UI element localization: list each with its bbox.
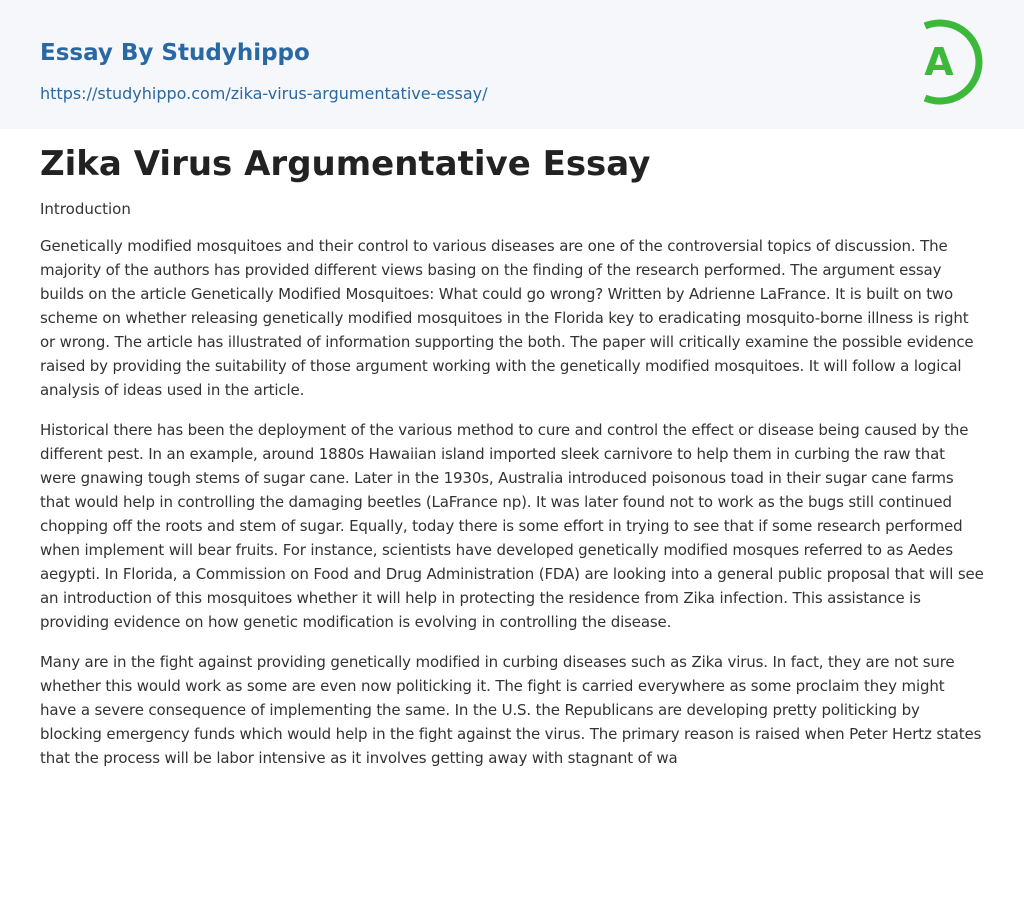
essay-url-link[interactable]: https://studyhippo.com/zika-virus-argumentative-essay/ (40, 84, 488, 103)
logo-letter: A (924, 40, 954, 84)
site-header (0, 0, 1024, 129)
essay-body (40, 234, 984, 874)
essay-paragraph: Genetically modified mosquitoes and their control to various diseases are one of the controversial topics of discussion. The majority of the authors has provided different views basing on the finding of the research performed. The argument essay builds on the article Genetically Modified Mosquitoes: What could go wrong? Written by Adrienne LaFrance. It is built on two scheme on whether releasing genetically modified mosquitoes in the Florida key to eradicating mosquito-borne illness is right or wrong. The article has illustrated of information supporting the both. The paper will critically examine the possible evidence raised by providing the suitability of those argument working with the genetically modified mosquitoes. It will follow a logical analysis of ideas used in the article. (40, 237, 974, 399)
page-title: Zika Virus Argumentative Essay (40, 144, 651, 184)
essay-paragraph: Many are in the fight against providing genetically modified in curbing diseases such as Zika virus. In fact, they are not sure whether this would work as some are even now politicking it. The fight is carried everywhere as some proclaim they might have a severe consequence of implementing the same. In the U.S. the Republicans are developing pretty politicking by blocking emergency funds which would help in the fight against the virus. The primary reason is raised when Peter Hertz states that the process will be labor intensive as it involves getting away with stagnant of wa (40, 653, 982, 767)
section-label: Introduction (40, 200, 131, 218)
studyhippo-logo-icon[interactable] (905, 16, 993, 108)
brand-title[interactable]: Essay By Studyhippo (40, 40, 310, 66)
essay-paragraph: Historical there has been the deployment of the various method to cure and control the effect or disease being caused by the different pest. In an example, around 1880s Hawaiian island imported sleek carnivore to help them in curbing the raw that were gnawing tough stems of sugar cane. Later in the 1930s, Australia introduced poisonous toad in their sugar cane farms that would help in controlling the damaging beetles (LaFrance np). It was later found not to work as the bugs still continued chopping off the roots and stem of sugar. Equally, today there is some effort in trying to see that if some research performed when implement will bear fruits. For instance, scientists have developed genetically modified mosques referred to as Aedes aegypti. In Florida, a Commission on Food and Drug Administration (FDA) are looking into a general public proposal that will see an introduction of this mosquitoes whether it will help in protecting the residence from Zika infection. This assistance is providing evidence on how genetic modification is evolving in controlling the disease. (40, 421, 984, 631)
